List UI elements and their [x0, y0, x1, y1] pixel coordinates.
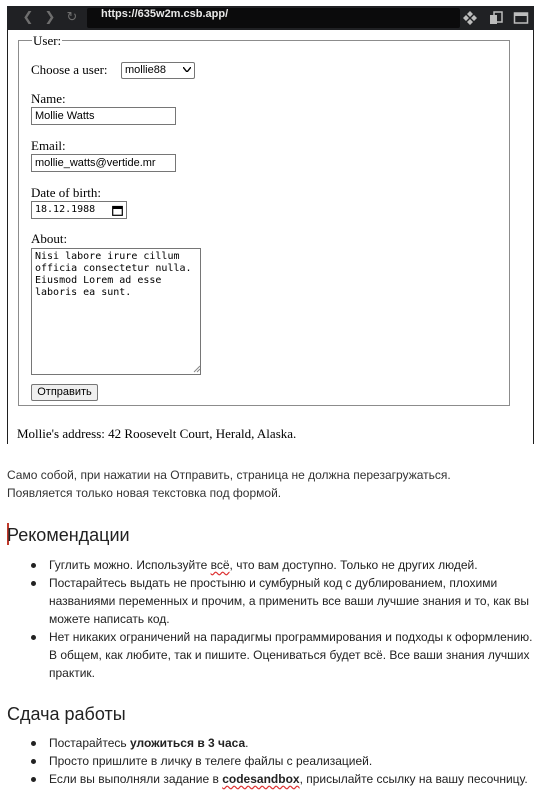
list-item: Нет никаких ограничений на парадигмы программирования и подходы к оформлению. В общем, как любите, так и пишите. Оцениваться будет всё. Все ваши знания лучших практик.	[0, 628, 547, 682]
name-label: Name:	[31, 91, 66, 106]
bullet-icon	[31, 777, 36, 782]
reload-icon[interactable]: ↻	[66, 10, 78, 25]
user-fieldset	[18, 33, 510, 406]
dob-value: 18.12.1988	[35, 204, 96, 215]
email-label: Email:	[31, 138, 66, 153]
fieldset-legend: User:	[33, 33, 62, 48]
extension-icon[interactable]	[462, 10, 478, 26]
window-icon[interactable]	[513, 10, 529, 26]
browser-window	[7, 6, 534, 444]
email-input[interactable]: mollie_watts@vertide.mr	[31, 154, 176, 172]
recommendations-list	[0, 556, 547, 682]
resize-handle-icon[interactable]	[192, 364, 201, 373]
bullet-icon	[31, 759, 36, 764]
browser-toolbar	[7, 6, 534, 30]
intro-line-2: Появляется только новая текстовка под формой.	[7, 486, 282, 500]
page-viewport	[8, 30, 533, 444]
chevron-right-icon[interactable]: ❯	[44, 10, 56, 25]
address-output: Mollie's address: 42 Roosevelt Court, Herald, Alaska.	[17, 426, 297, 441]
spellcheck-word: codesandbox	[222, 772, 300, 786]
name-input[interactable]: Mollie Watts	[31, 107, 176, 125]
bullet-icon	[31, 741, 36, 746]
about-label: About:	[31, 231, 68, 246]
list-item: Просто пришлите в личку в телеге файлы с реализацией.	[0, 752, 547, 770]
chevron-down-icon	[183, 67, 191, 72]
list-item: Постарайтесь выдать не простыню и сумбурный код с дублированием, плохими названиями переменных и прочим, а применить все ваши лучшие знания и то, как вы можете написать код.	[0, 574, 547, 628]
tab-groups-icon[interactable]	[488, 10, 504, 26]
recommendations-heading: Рекомендации	[7, 525, 130, 545]
user-select-value: mollie88	[125, 64, 166, 76]
bullet-icon	[31, 581, 36, 586]
user-select[interactable]	[121, 62, 195, 79]
intro-line-1: Само собой, при нажатии на Отправить, страница не должна перезагружаться.	[7, 468, 451, 482]
dob-label: Date of birth:	[31, 185, 102, 200]
list-item: Если вы выполняли задание в codesandbox, присылайте ссылку на вашу песочницу.	[0, 770, 547, 788]
about-textarea[interactable]: Nisi labore irure cillum officia consectetur nulla. Eiusmod Lorem ad esse laboris ea sunt.	[31, 248, 201, 375]
submit-button[interactable]: Отправить	[31, 384, 98, 401]
address-url: https://635w2m.csb.app/	[101, 8, 229, 20]
list-item: Постарайтесь уложиться в 3 часа.	[0, 734, 547, 752]
choose-user-label: Choose a user:	[31, 62, 108, 77]
address-bar[interactable]	[87, 8, 460, 28]
chevron-left-icon[interactable]: ❮	[22, 10, 34, 25]
bullet-icon	[31, 563, 36, 568]
bullet-icon	[31, 635, 36, 640]
dob-input[interactable]	[31, 201, 127, 219]
submission-heading: Сдача работы	[7, 704, 126, 724]
list-item: Гуглить можно. Используйте всё, что вам доступно. Только не других людей.	[0, 556, 547, 574]
submission-list	[0, 734, 547, 788]
calendar-icon[interactable]	[112, 205, 123, 216]
spellcheck-word: всё	[210, 558, 230, 572]
